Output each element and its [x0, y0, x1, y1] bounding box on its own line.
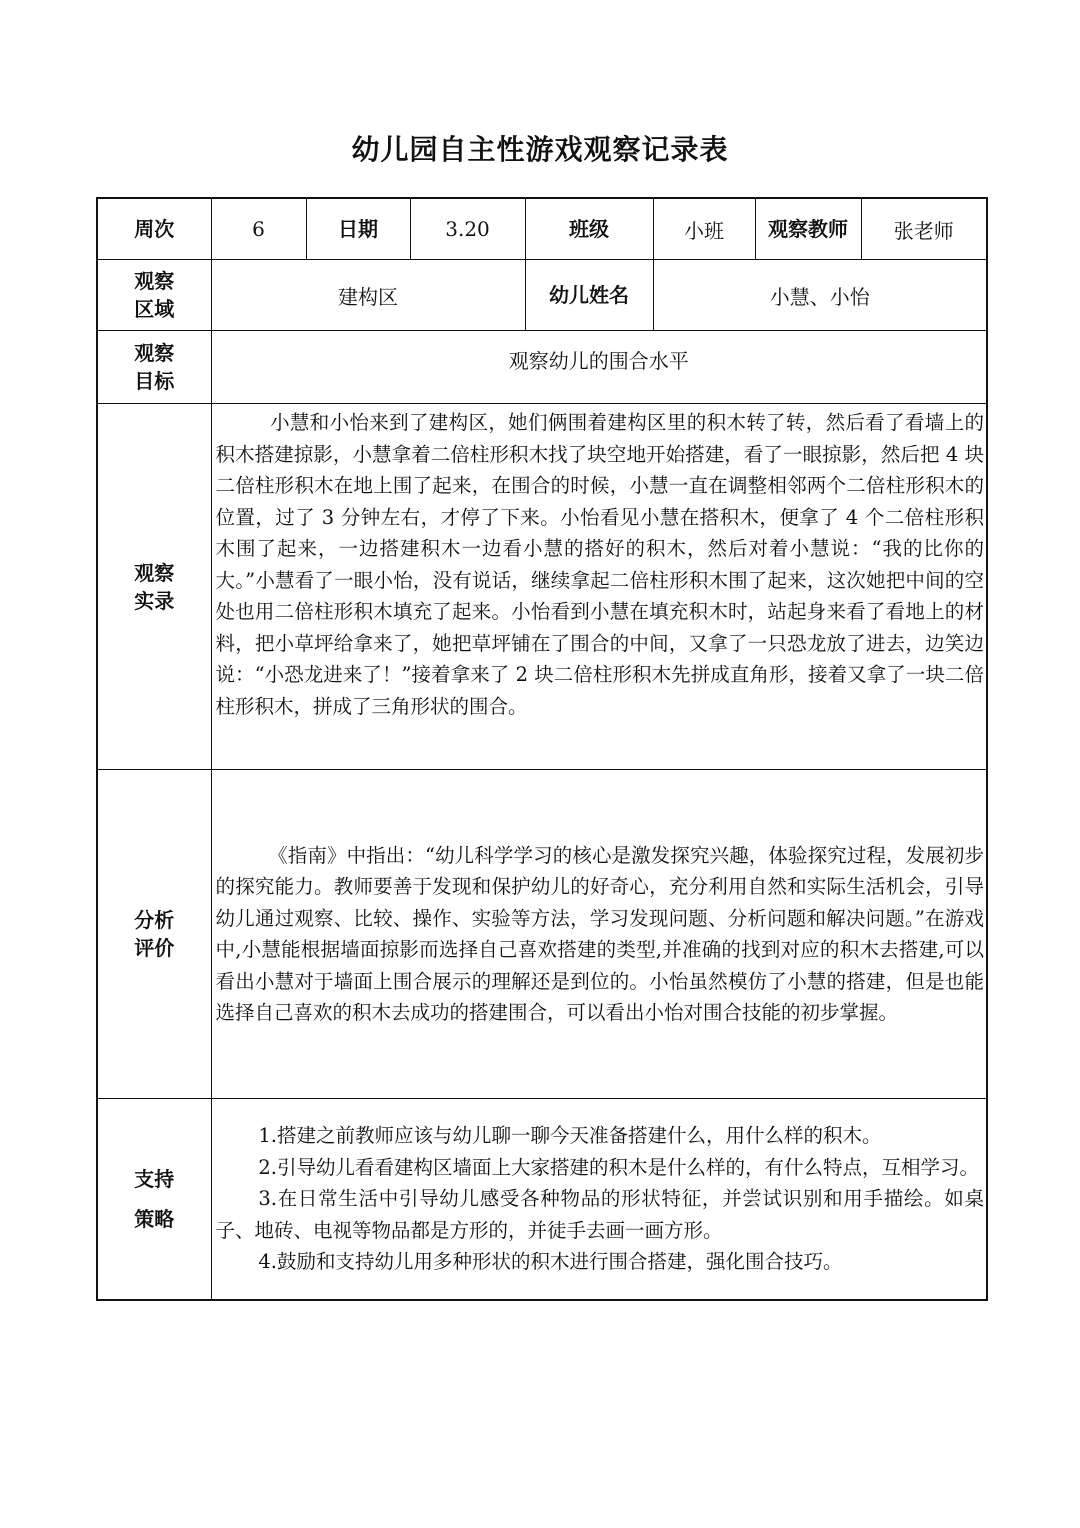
- strategy-item-2: 2.引导幼儿看看建构区墙面上大家搭建的积木是什么样的，有什么特点，互相学习。: [258, 1155, 979, 1179]
- week-value: 6: [211, 198, 306, 260]
- analysis-label-line2: 评价: [134, 936, 175, 960]
- date-label: 日期: [306, 198, 410, 260]
- date-value: 3.20: [410, 198, 525, 260]
- teacher-value: 张老师: [861, 198, 987, 260]
- goal-row: [97, 331, 987, 404]
- record-label: [97, 404, 211, 770]
- strategy-item-4: 4.鼓励和支持幼儿用多种形状的积木进行围合搭建，强化围合技巧。: [258, 1250, 843, 1274]
- analysis-label: [97, 770, 211, 1099]
- area-label-line1: 观察: [134, 269, 175, 293]
- class-label: 班级: [525, 198, 653, 260]
- child-name-label: 幼儿姓名: [525, 260, 653, 331]
- strategy-item-1: 1.搭建之前教师应该与幼儿聊一聊今天准备搭建什么，用什么样的积木。: [258, 1124, 882, 1148]
- area-label-line2: 区域: [134, 297, 175, 321]
- area-row: [97, 260, 987, 331]
- child-name-value: 小慧、小怡: [653, 260, 987, 331]
- form-title: 幼儿园自主性游戏观察记录表: [351, 133, 729, 166]
- goal-label-line2: 目标: [134, 369, 175, 393]
- strategy-row: [97, 1099, 987, 1301]
- strategy-text-cell: [211, 1099, 987, 1301]
- goal-label-line1: 观察: [134, 341, 175, 365]
- strategy-item-3: 3.在日常生活中引导幼儿感受各种物品的形状特征，并尝试识别和用手描绘。如桌子、地砖、电视等物品都是方形的，并徒手去画一画方形。: [215, 1187, 984, 1242]
- analysis-text-cell: [211, 770, 987, 1099]
- strategy-list: [212, 1120, 987, 1278]
- observation-record-table: [96, 197, 988, 1301]
- strategy-label-line2: 策略: [134, 1207, 175, 1231]
- analysis-row: [97, 770, 987, 1099]
- area-label: [97, 260, 211, 331]
- record-label-line2: 实录: [134, 588, 175, 613]
- record-label-line1: 观察: [134, 560, 175, 585]
- class-value: 小班: [653, 198, 755, 260]
- header-row: [97, 198, 987, 260]
- analysis-label-line1: 分析: [134, 908, 175, 932]
- goal-label: [97, 331, 211, 404]
- record-text-cell: [211, 404, 987, 770]
- analysis-text: 《指南》中指出：“幼儿科学学习的核心是激发探究兴趣，体验探究过程，发展初步的探究能力。教师要善于发现和保护幼儿的好奇心，充分利用自然和实际生活机会，引导幼儿通过观察、比较、操作、实验等方法，学习发现问题、分析问题和解决问题。”在游戏中,小慧能根据墙面掠影而选择自己喜欢搭建的类型,并准确的找到对应的积木去搭建,可以看出小慧对于墙面上围合展示的理解还是到位的。小怡虽然模仿了小慧的搭建，但是也能选择自己喜欢的积木去成功的搭建围合，可以看出小怡对围合技能的初步掌握。: [215, 843, 984, 1024]
- strategy-label: [97, 1099, 211, 1301]
- record-row: [97, 404, 987, 770]
- area-value: 建构区: [211, 260, 525, 331]
- record-text: 小慧和小怡来到了建构区，她们俩围着建构区里的积木转了转，然后看了看墙上的积木搭建掠影，小慧拿着二倍柱形积木找了块空地开始搭建，看了一眼掠影，然后把 4 块二倍柱形积木在地上围了起来，在围合的时候，小慧一直在调整相邻两个二倍柱形积木的位置，过了 3 分钟左右，才停了下来。小怡看见小慧在搭积木，便拿了 4 个二倍柱形积木围了起来，一边搭建积木一边看小慧的搭好的积木，然后对着小慧说：“我的比你的大。”小慧看了一眼小怡，没有说话，继续拿起二倍柱形积木围了起来，这次她把中间的空处也用二倍柱形积木填充了起来。小怡看到小慧在填充积木时，站起身来看了看地上的材料，把小草坪给拿来了，她把草坪铺在了围合的中间，又拿了一只恐龙放了进去，边笑边说：“小恐龙进来了！”接着拿来了 2 块二倍柱形积木先拼成直角形，接着又拿了一块二倍柱形积木，拼成了三角形状的围合。: [215, 411, 984, 718]
- goal-value: 观察幼儿的围合水平: [508, 348, 689, 373]
- week-label: 周次: [97, 198, 211, 260]
- goal-value-cell: [211, 331, 987, 404]
- teacher-label: 观察教师: [755, 198, 861, 260]
- strategy-label-line1: 支持: [134, 1167, 175, 1191]
